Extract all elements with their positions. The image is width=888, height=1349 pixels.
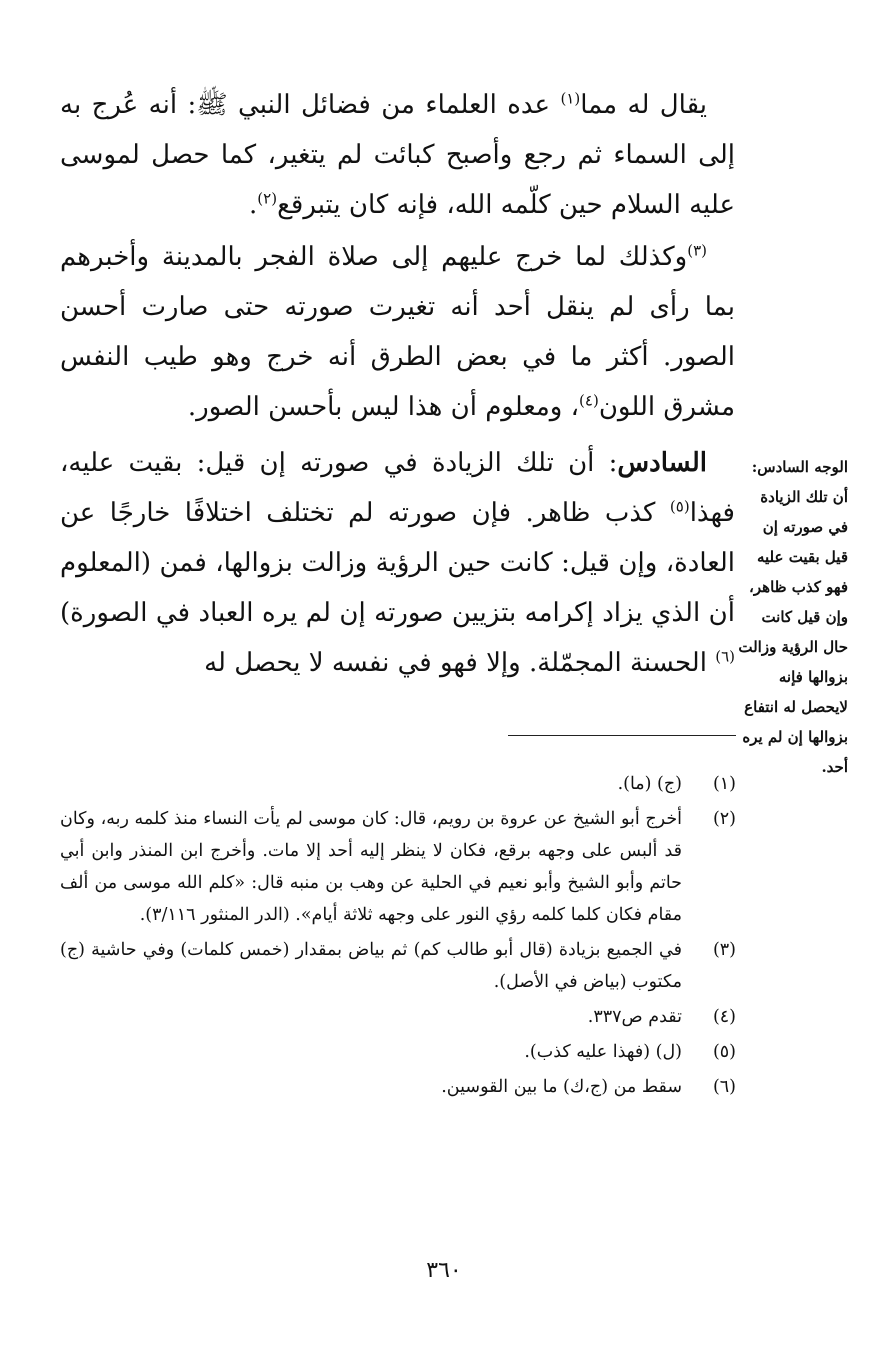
footnote-text: (ل) (فهذا عليه كذب). <box>524 1042 682 1062</box>
text-run: الحسنة المجمّلة. وإلا فهو في نفسه لا يحصل له <box>204 648 716 678</box>
text-run: وكذلك لما خرج عليهم إلى صلاة الفجر بالمدينة وأخبرهم بما رأى لم ينقل أحد أنه تغيرت صورته حتى صارت أحسن الصور. أكثر ما في بعض الطرق أنه خرج وهو طيب النفس مشرق اللون <box>60 242 735 422</box>
text-run: يقال له مما <box>580 90 707 120</box>
footnote-number: (٦) <box>712 1077 736 1097</box>
paragraph-text <box>60 438 735 688</box>
margin-note: الوجه السادس: أن تلك الزيادة في صورته إن قيل بقيت عليه فهو كذب ظاهر، وإن قيل كانت حال الرؤية وزالت بزوالها فإنه لايحصل له انتفاع بزوالها إن لم يره أحد. <box>738 458 848 776</box>
footnote-ref-4[interactable]: (٤) <box>579 391 599 410</box>
page-number: ٣٦٠ <box>426 1258 462 1283</box>
footnote-number: (٤) <box>712 1007 736 1027</box>
section-heading: السادس <box>617 448 707 478</box>
footnote-item <box>60 1001 736 1033</box>
footnote-ref-5[interactable]: (٥) <box>669 497 690 516</box>
footnote-text: في الجميع بزيادة (قال أبو طالب كم) ثم بياض بمقدار (خمس كلمات) وفي حاشية (ج) مكتوب (بياض في الأصل). <box>60 940 682 992</box>
footnote-text: سقط من (ج،ك) ما بين القوسين. <box>441 1077 682 1097</box>
footnote-number: (٥) <box>712 1042 736 1062</box>
footnote-item <box>60 803 736 931</box>
main-paragraph-3 <box>60 438 735 688</box>
text-run: ، ومعلوم أن هذا ليس بأحسن الصور. <box>187 392 580 422</box>
main-paragraph-1 <box>60 80 735 230</box>
footnote-number: (٢) <box>712 809 736 829</box>
paragraph-text <box>60 80 735 230</box>
footnote-text: تقدم ص٣٣٧. <box>587 1007 682 1027</box>
footnote-item <box>60 1036 736 1068</box>
footnote-text: أخرج أبو الشيخ عن عروة بن رويم، قال: كان موسى لم يأت النساء منذ كلمه ربه، وكان قد ألبس على وجهه برقع، فكان لا ينظر إليه أحد إلا مات. وأخرج ابن المنذر وابن أبي حاتم وأبو الشيخ وأبو نعيم في الحلية عن وهب بن منبه قال: «كلم الله موسى من ألف مقام فكان كلما كلمه رؤي النور على وجهه ثلاثة أيام». (الدر المنثور ٣/١١٦). <box>60 809 682 925</box>
footnote-item <box>60 934 736 998</box>
footnote-ref-2[interactable]: (٢) <box>257 189 278 208</box>
paragraph-text <box>60 232 735 432</box>
footnote-ref-6[interactable]: (٦) <box>715 647 735 666</box>
footnote-ref-1[interactable]: (١) <box>560 89 581 108</box>
footnote-divider <box>508 735 736 736</box>
text-run: : أن تلك الزيادة في صورته إن قيل: بقيت عليه، فهذا <box>60 448 735 528</box>
text-run: عده العلماء من فضائل النبي ﷺ: أنه عُرج به إلى السماء ثم رجع وأصبح كبائت لم يتغير، كما حصل لموسى عليه السلام حين كلّمه الله، فإنه كان يتبرقع <box>60 90 735 220</box>
footnote-ref-3[interactable]: (٣) <box>687 241 707 260</box>
footnote-item <box>60 1071 736 1103</box>
footnotes <box>60 768 736 1106</box>
footnote-number: (٣) <box>712 940 736 960</box>
main-paragraph-2 <box>60 232 735 432</box>
footnote-number: (١) <box>712 774 736 794</box>
footnote-item <box>60 768 736 800</box>
text-run: . <box>249 190 258 220</box>
text-run: كذب ظاهر. فإن صورته لم تختلف اختلافًا خارجًا عن العادة، وإن قيل: كانت حين الرؤية وزالت بزوالها، فمن (المعلوم أن الذي يزاد إكرامه بتزيين صورته إن لم يره العباد في الصورة) <box>60 498 735 628</box>
footnote-text: (ج) (ما). <box>617 774 682 794</box>
